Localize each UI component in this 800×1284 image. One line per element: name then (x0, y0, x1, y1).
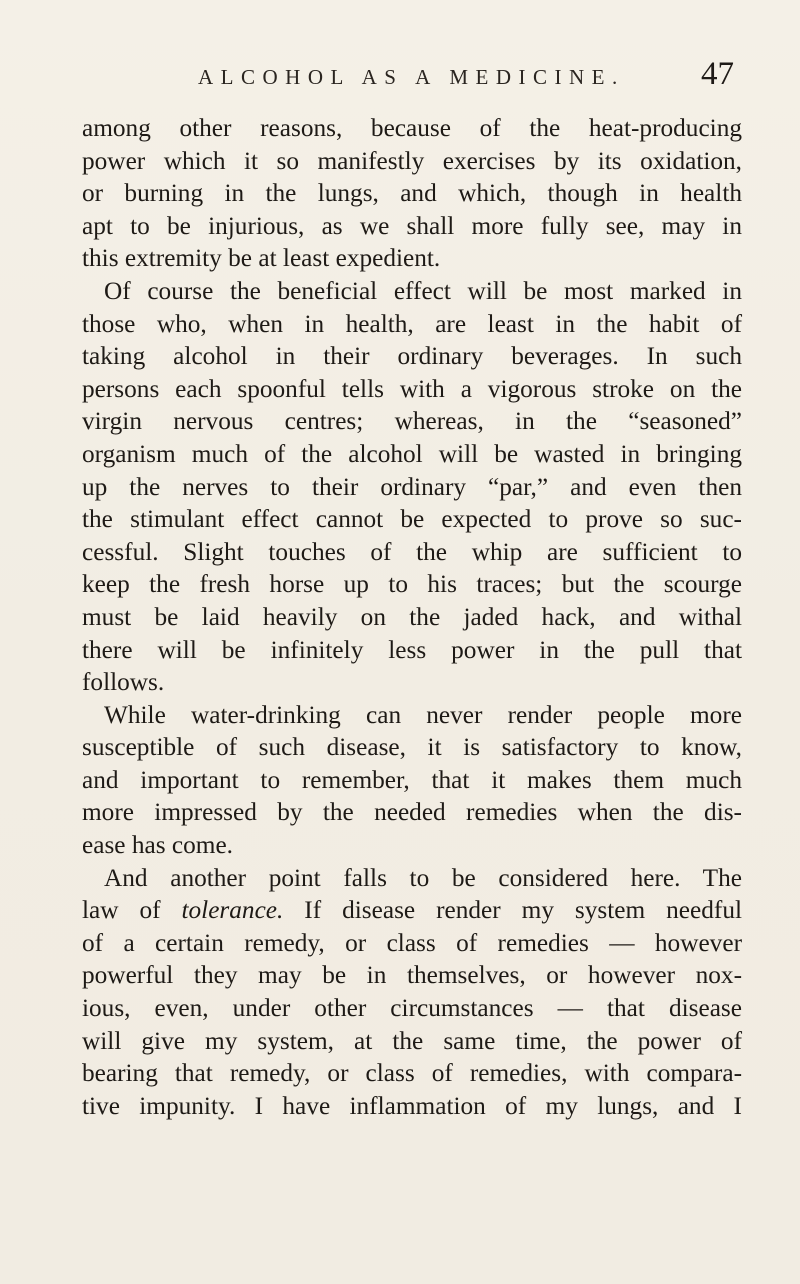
text-line: the stimulant effect cannot be expected to prove so suc- (82, 505, 742, 534)
text-line: of a certain remedy, or class of remedies — however (82, 928, 742, 957)
text-line: cessful. Slight touches of the whip are sufficient to (82, 537, 742, 566)
text-line: ease has come. (82, 831, 234, 860)
italic-word: tolerance. (181, 896, 284, 925)
running-title: ALCOHOL AS A MEDICINE. (198, 65, 625, 89)
text-line: among other reasons, because of the heat-producing (82, 114, 742, 142)
text-line: up the nerves to their ordinary “par,” and even then (82, 472, 742, 501)
text-line: keep the fresh horse up to his traces; but the scourge (82, 570, 742, 599)
text-line: or burning in the lungs, and which, though in health (82, 179, 742, 208)
text-line: organism much of the alcohol will be wasted in bringing (82, 439, 742, 468)
text-line: ious, even, under other circumstances — that disease (82, 994, 742, 1023)
text-line: tive impunity. I have inflammation of my lungs, and I (82, 1091, 742, 1120)
text-line: and important to remember, that it makes them much (82, 765, 742, 794)
page-number: 47 (701, 56, 734, 92)
text-line: power which it so manifestly exercises by its oxidation, (82, 146, 742, 175)
text-line: there will be infinitely less power in the pull that (82, 635, 742, 664)
body-text (82, 112, 742, 1122)
text-line: follows. (82, 668, 165, 697)
text-line: powerful they may be in themselves, or however nox- (82, 961, 742, 990)
text-line: law of tolerance. If disease render my system needful (82, 896, 742, 925)
text-line: bearing that remedy, or class of remedies, with compara- (82, 1059, 742, 1088)
text-line: Of course the beneficial effect will be most marked in (104, 276, 742, 305)
text-line: apt to be injurious, as we shall more fully see, may in (82, 211, 742, 240)
text-line: And another point falls to be considered here. The (104, 863, 742, 892)
text-line: will give my system, at the same time, the power of (82, 1026, 742, 1055)
text-line: persons each spoonful tells with a vigorous stroke on the (82, 374, 742, 403)
text-line: While water-drinking can never render people more (104, 700, 742, 729)
text-line: this extremity be at least expedient. (82, 244, 441, 273)
text-line: must be laid heavily on the jaded hack, and withal (82, 602, 742, 631)
running-head (198, 56, 738, 96)
text-line: susceptible of such disease, it is satisfactory to know, (82, 733, 742, 762)
text-line: those who, when in health, are least in the habit of (82, 309, 742, 338)
text-line: more impressed by the needed remedies when the dis- (82, 798, 742, 827)
text-line: virgin nervous centres; whereas, in the “seasoned” (82, 407, 742, 436)
text-line: taking alcohol in their ordinary beverages. In such (82, 342, 742, 371)
